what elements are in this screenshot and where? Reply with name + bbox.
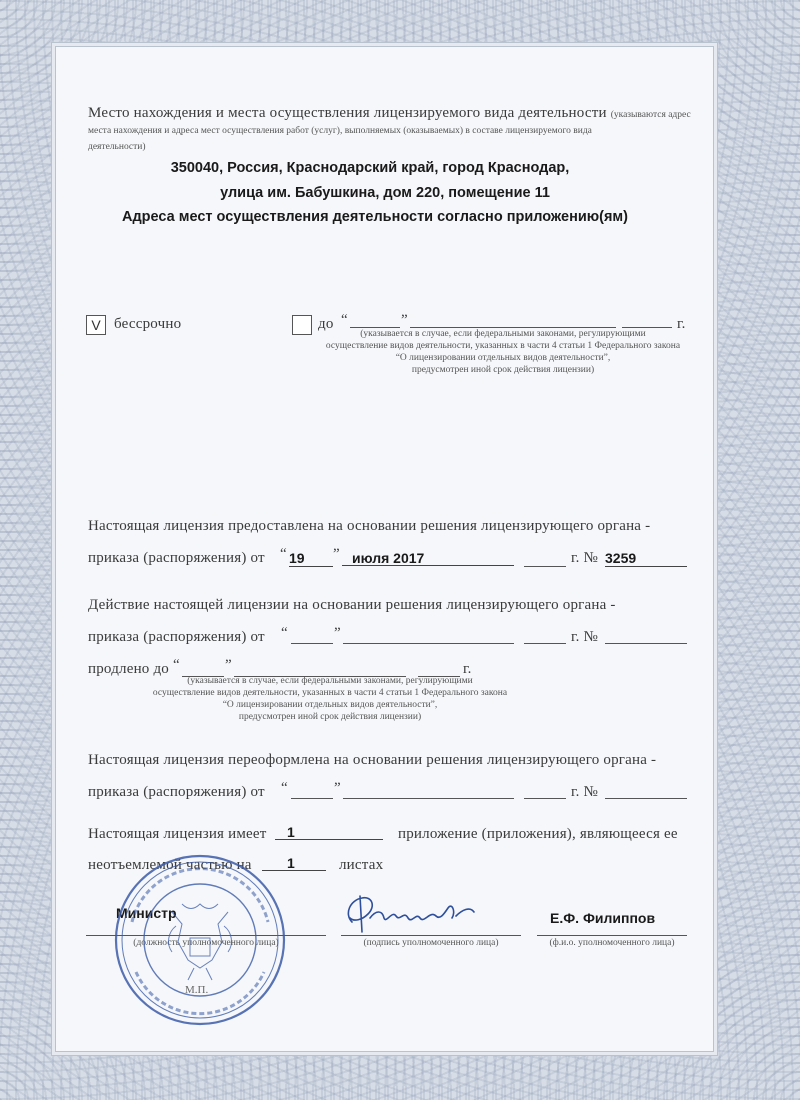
validity-note-line: (указывается в случае, если федеральными законами, регулирующими <box>360 329 646 339</box>
reissued-quote-open: “ <box>281 780 288 796</box>
reissued-line-2-prefix: приказа (распоряжения) от <box>88 784 265 800</box>
attachments-line-2-prefix: неотъемлемой частью на <box>88 857 252 873</box>
granted-number: 3259 <box>605 550 687 567</box>
name-line <box>537 935 687 936</box>
attachments-line-1-prefix: Настоящая лицензия имеет <box>88 826 267 842</box>
extended-until-quote-open: “ <box>173 657 180 673</box>
stamp-place-label: М.П. <box>185 984 209 996</box>
until-checkbox[interactable] <box>292 315 312 335</box>
unlimited-checkbox[interactable]: V <box>86 315 106 335</box>
reissued-number-field <box>605 798 687 799</box>
granted-quote-open: “ <box>280 546 287 562</box>
validity-note-line: “О лицензировании отдельных видов деятельности”, <box>395 353 611 363</box>
granted-year-suffix: г. № <box>571 550 599 566</box>
attachments-line-1-suffix: приложение (приложения), являющееся ее <box>398 826 678 842</box>
location-heading: Место нахождения и места осуществления лицензируемого вида деятельности <box>88 105 607 121</box>
address-line-3: Адреса мест осуществления деятельности согласно приложению(ям) <box>122 209 628 225</box>
validity-note <box>318 328 688 376</box>
extended-year-suffix: г. № <box>571 629 599 645</box>
attachments-sheets: 1 <box>262 855 326 871</box>
validity-note-line: осуществление видов деятельности, указанных в части 4 статьи 1 Федерального закона <box>325 341 681 351</box>
handwritten-signature <box>340 888 490 940</box>
granted-line-1: Настоящая лицензия предоставлена на основании решения лицензирующего органа - <box>88 518 651 534</box>
location-note-line3: деятельности) <box>88 142 146 152</box>
extended-note-line: предусмотрен иной срок действия лицензии) <box>238 712 422 722</box>
extended-month-field <box>343 643 514 644</box>
attachments-count: 1 <box>275 824 383 840</box>
granted-year-field <box>524 566 566 567</box>
extended-until-quote-close: ” <box>225 657 232 673</box>
reissued-quote-close: ” <box>334 780 341 796</box>
reissued-line-1: Настоящая лицензия переоформлена на основании решения лицензирующего органа - <box>88 752 657 768</box>
address-line-1: 350040, Россия, Краснодарский край, город Краснодар, <box>170 160 570 176</box>
granted-month-year: июля 2017 <box>342 550 514 566</box>
extended-line-1: Действие настоящей лицензии на основании решения лицензирующего органа - <box>88 597 616 613</box>
location-note-inline: (указываются адрес <box>610 110 691 120</box>
until-year-suffix: г. <box>677 316 686 332</box>
until-label: до <box>318 316 334 332</box>
reissued-year-suffix: г. № <box>571 784 599 800</box>
granted-line-2-prefix: приказа (распоряжения) от <box>88 550 265 566</box>
extended-until-prefix: продлено до <box>88 661 169 677</box>
unlimited-label: бессрочно <box>114 316 182 332</box>
official-stamp <box>112 852 288 1028</box>
extended-quote-open: “ <box>281 625 288 641</box>
position-caption: (должность уполномоченного лица) <box>133 938 279 948</box>
name-caption: (ф.и.о. уполномоченного лица) <box>549 938 675 948</box>
extended-year-field <box>524 643 566 644</box>
attachments-line-2-suffix: листах <box>339 857 384 873</box>
location-heading-block <box>88 106 700 154</box>
extended-until-suffix: г. <box>463 661 472 677</box>
extended-note-line: “О лицензировании отдельных видов деятельности”, <box>222 700 438 710</box>
extended-note-line: осуществление видов деятельности, указанных в части 4 статьи 1 Федерального закона <box>152 688 508 698</box>
extended-note <box>130 675 530 723</box>
until-quote-close: ” <box>401 312 408 328</box>
granted-day: 19 <box>289 550 333 567</box>
location-note-line2: места нахождения и адреса мест осуществления работ (услуг), выполняемых (оказываемых) в составе лицензируемого вида <box>88 126 592 136</box>
extended-quote-close: ” <box>334 625 341 641</box>
signatory-position: Министр <box>116 905 177 921</box>
validity-note-line: предусмотрен иной срок действия лицензии) <box>411 365 595 375</box>
extended-line-2-prefix: приказа (распоряжения) от <box>88 629 265 645</box>
address-line-2: улица им. Бабушкина, дом 220, помещение 11 <box>220 185 550 201</box>
signature-caption: (подпись уполномоченного лица) <box>363 938 499 948</box>
until-quote-open: “ <box>341 312 348 328</box>
extended-note-line: (указывается в случае, если федеральными законами, регулирующими <box>187 676 473 686</box>
reissued-month-field <box>343 798 514 799</box>
reissued-day-field <box>291 798 333 799</box>
reissued-year-field <box>524 798 566 799</box>
extended-number-field <box>605 643 687 644</box>
extended-day-field <box>291 643 333 644</box>
signatory-name: Е.Ф. Филиппов <box>550 910 656 926</box>
granted-quote-close: ” <box>333 546 340 562</box>
